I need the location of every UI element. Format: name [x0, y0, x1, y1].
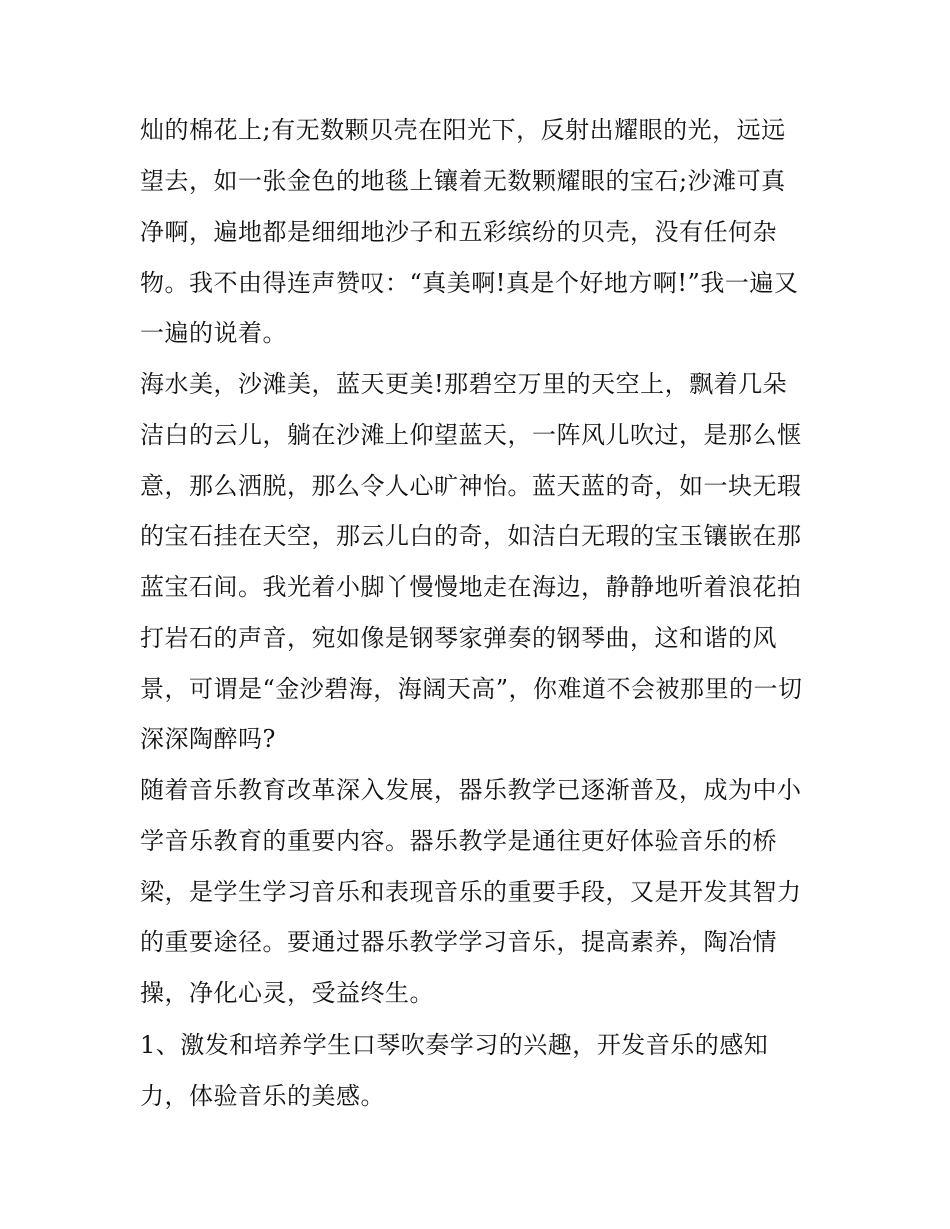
text-line: 海水美，沙滩美，蓝天更美!那碧空万里的天空上，飘着几朵 — [140, 370, 788, 398]
text-line: 深深陶醉吗? — [140, 725, 276, 753]
text-line: 梁，是学生学习音乐和表现音乐的重要手段，又是开发其智力 — [140, 878, 802, 906]
text-line: 净啊，遍地都是细细地沙子和五彩缤纷的贝壳，没有任何杂 — [140, 218, 777, 246]
text-line: 的重要途径。要通过器乐教学学习音乐，提高素养，陶冶情 — [140, 928, 777, 956]
text-line: 洁白的云儿，躺在沙滩上仰望蓝天，一阵风儿吹过，是那么惬 — [140, 421, 802, 449]
list-item-line: 1、激发和培养学生口琴吹奏学习的兴趣，开发音乐的感知 — [140, 1031, 769, 1059]
text-line: 景，可谓是“金沙碧海，海阔天高”，你难道不会被那里的一切 — [140, 675, 803, 703]
text-line: 灿的棉花上;有无数颗贝壳在阳光下，反射出耀眼的光，远远 — [140, 116, 786, 144]
text-line: 随着音乐教育改革深入发展，器乐教学已逐渐普及，成为中小 — [140, 776, 802, 804]
text-line: 打岩石的声音，宛如像是钢琴家弹奏的钢琴曲，这和谐的风 — [140, 624, 777, 652]
text-line: 望去，如一张金色的地毯上镶着无数颗耀眼的宝石;沙滩可真 — [140, 167, 786, 195]
text-line: 的宝石挂在天空，那云儿白的奇，如洁白无瑕的宝玉镶嵌在那 — [140, 522, 802, 550]
text-line: 学音乐教育的重要内容。器乐教学是通往更好体验音乐的桥 — [140, 827, 777, 855]
text-line: 物。我不由得连声赞叹：“真美啊!真是个好地方啊!”我一遍又 — [140, 269, 799, 297]
text-line: 蓝宝石间。我光着小脚丫慢慢地走在海边，静静地听着浪花拍 — [140, 573, 802, 601]
text-line: 一遍的说着。 — [140, 319, 287, 347]
list-item-line: 力，体验音乐的美感。 — [140, 1082, 385, 1110]
text-line: 操，净化心灵，受益终生。 — [140, 979, 434, 1007]
text-line: 意，那么洒脱，那么令人心旷神怡。蓝天蓝的奇，如一块无瑕 — [140, 472, 802, 500]
